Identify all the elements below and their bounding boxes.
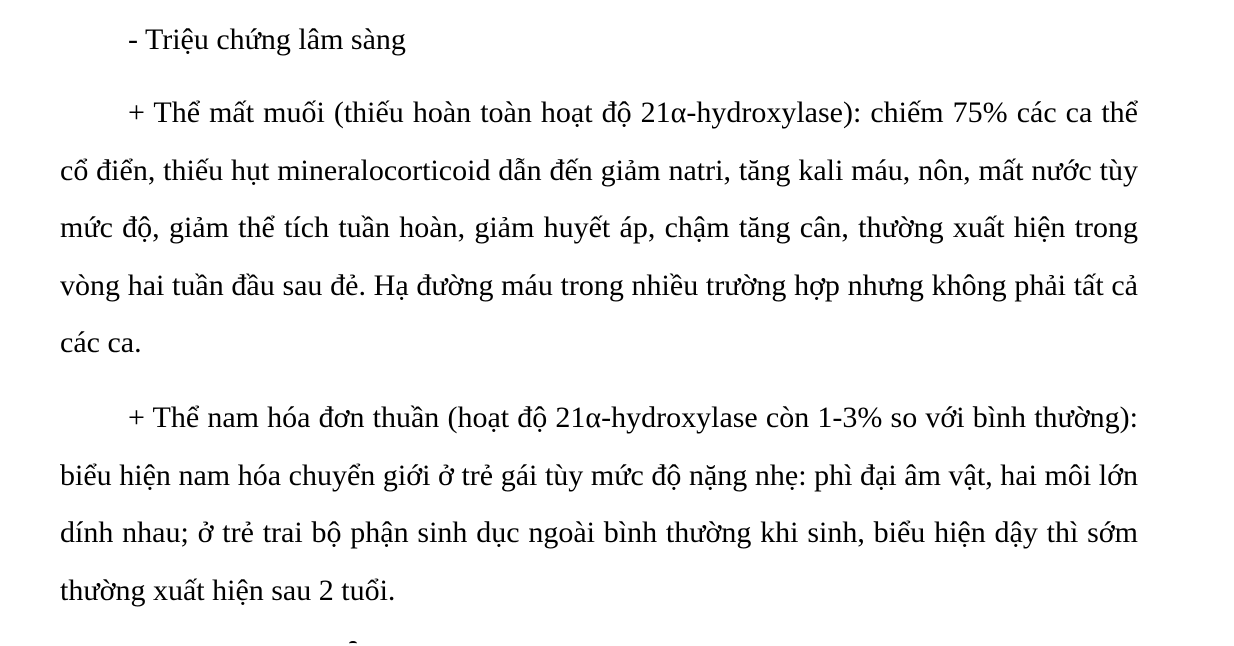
paragraph-simple-virilizing: + Thể nam hóa đơn thuần (hoạt độ 21α-hydroxylase còn 1-3% so với bình thường): biểu hiện nam hóa chuyển giới ở trẻ gái tùy mức độ nặng nhẹ: phì đại âm vật, hai môi lớn dính nhau; ở trẻ trai bộ phận sinh dục ngoài bình thường khi sinh, biểu hiện dậy thì sớm thường xuất hiện sau 2 tuổi. [60, 401, 1138, 607]
cut-off-text-fragment [349, 641, 357, 646]
paragraph-salt-wasting: + Thể mất muối (thiếu hoàn toàn hoạt độ 21α-hydroxylase): chiếm 75% các ca thể cổ điển, thiếu hụt mineralocorticoid dẫn đến giảm natri, tăng kali máu, nôn, mất nước tùy mức độ, giảm thể tích tuần hoàn, giảm huyết áp, chậm tăng cân, thường xuất hiện trong vòng hai tuần đầu sau đẻ. Hạ đường máu trong nhiều trường hợp nhưng không phải tất cả các ca. [60, 96, 1138, 359]
section-heading: - Triệu chứng lâm sàng [128, 23, 406, 56]
